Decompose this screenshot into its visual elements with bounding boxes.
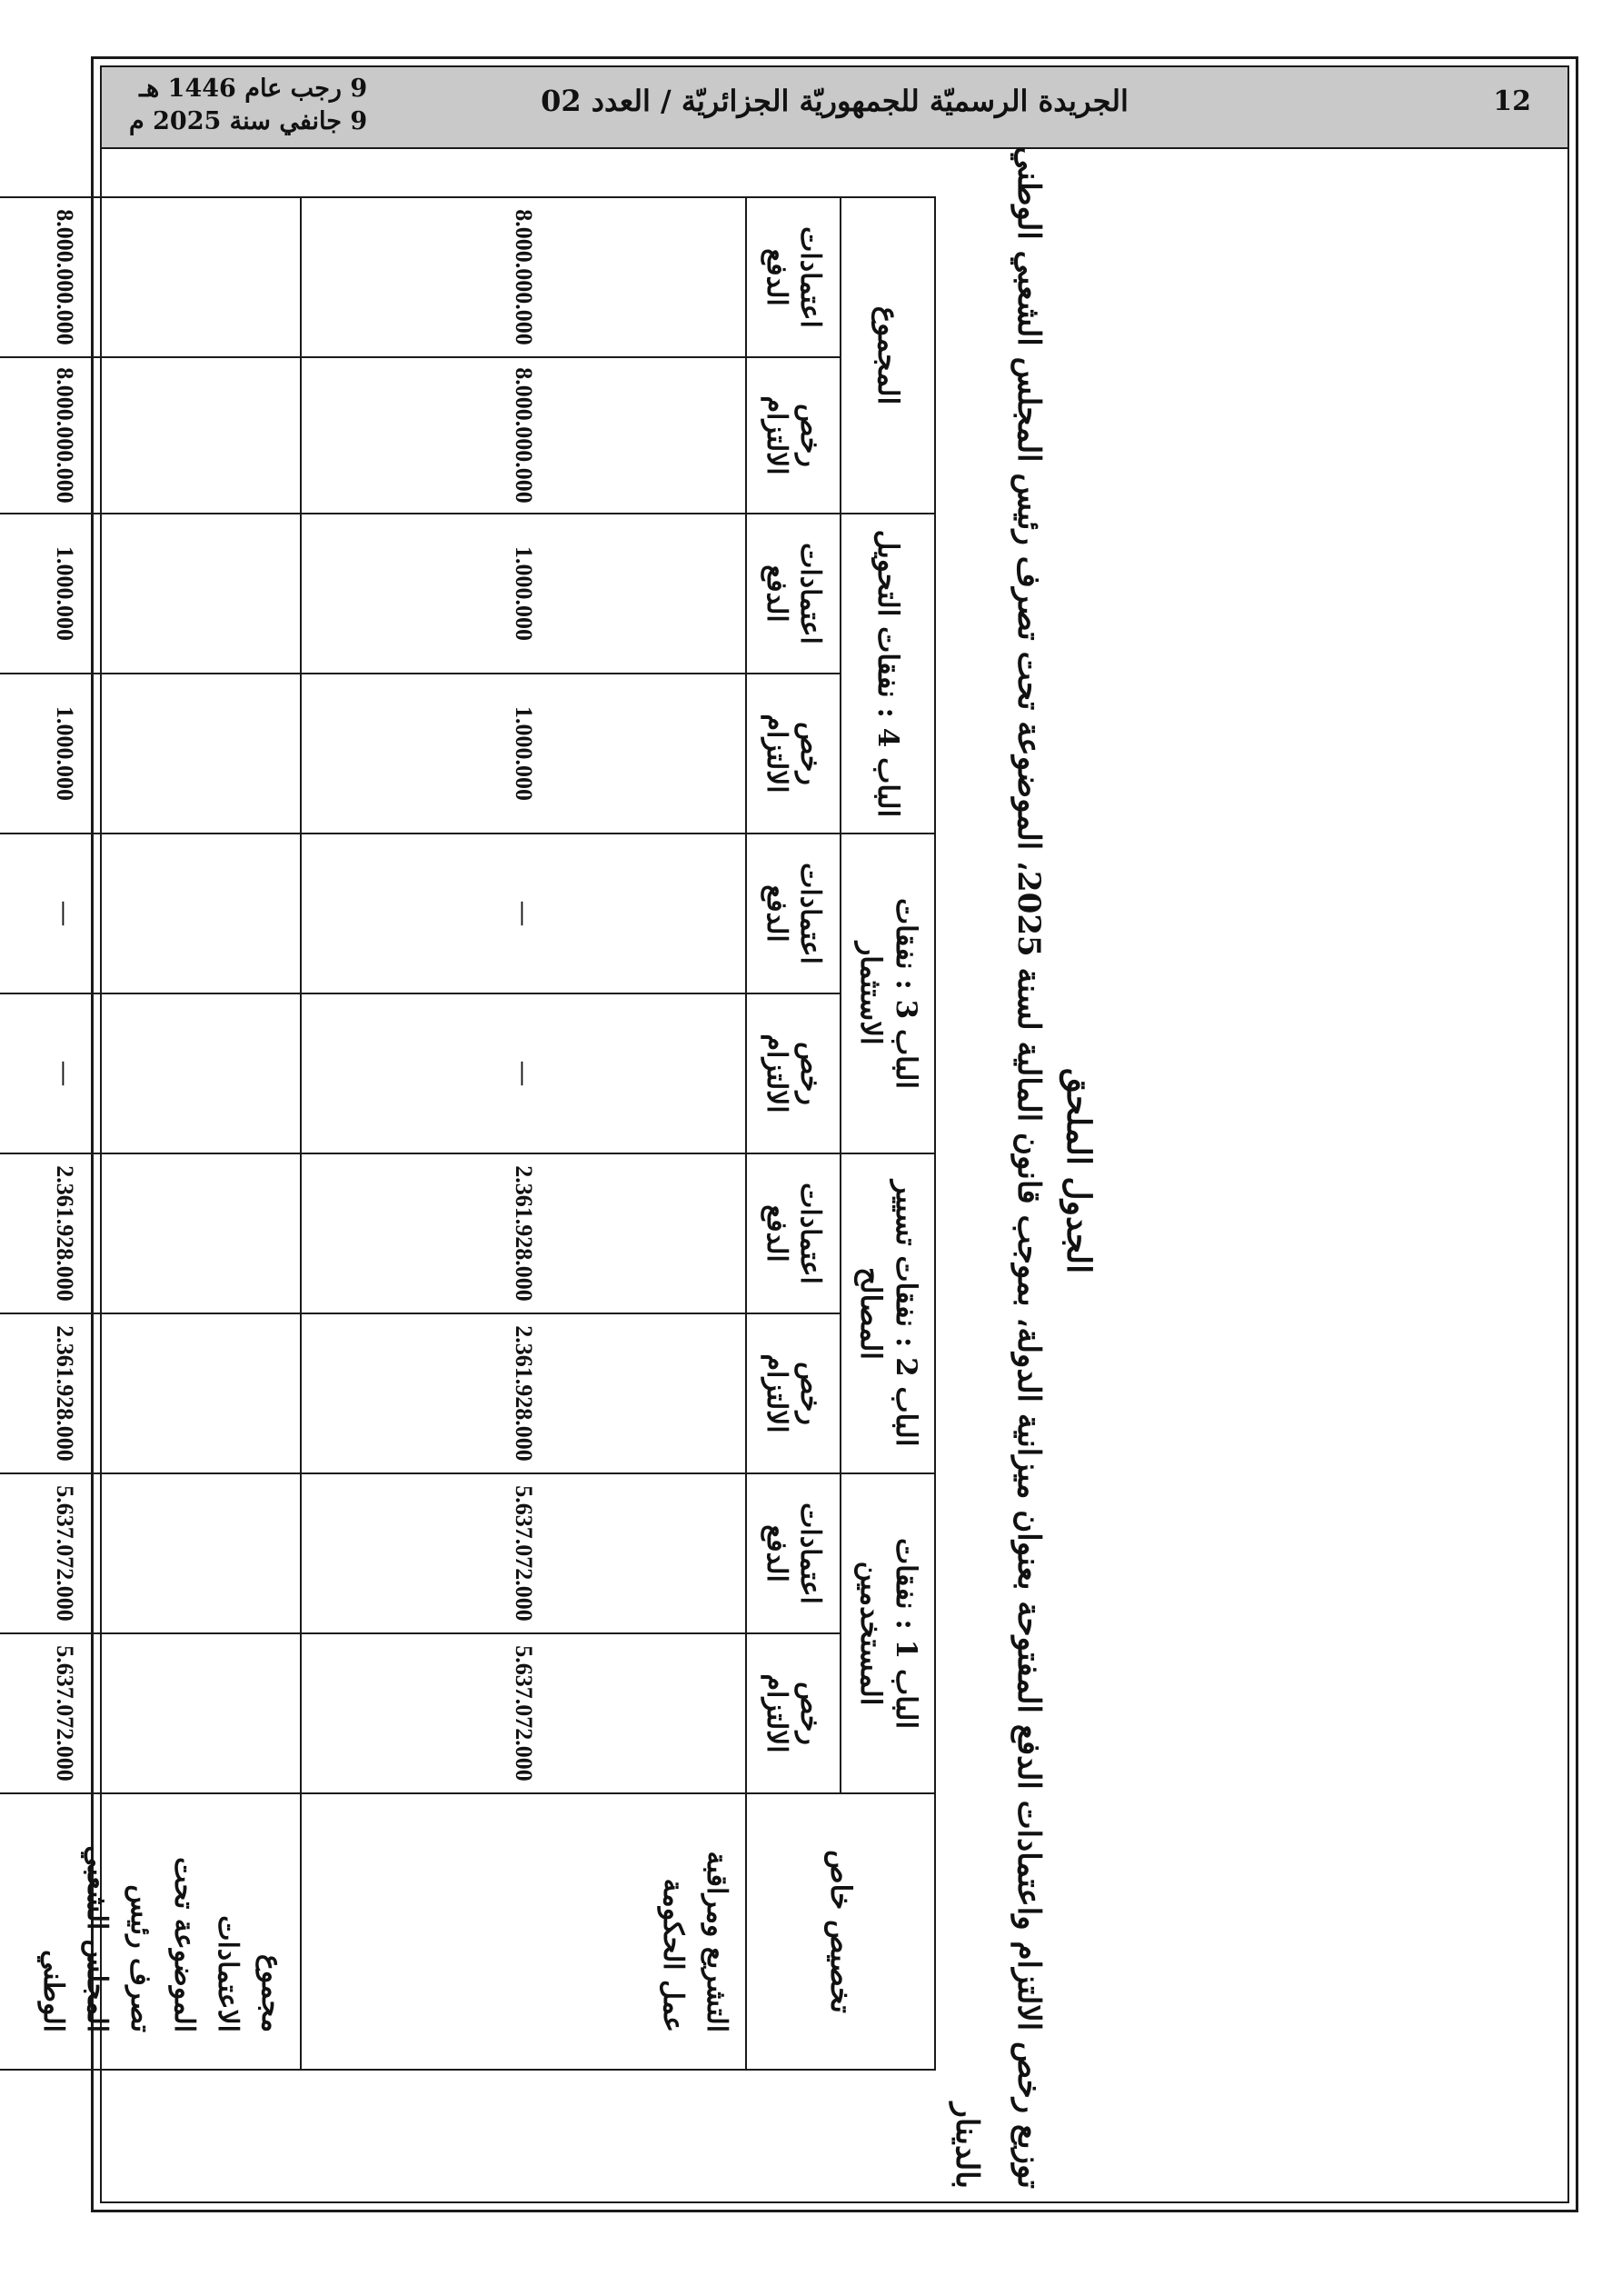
cell-total-commitment: 8.000.000.000 bbox=[0, 357, 301, 514]
subcol-t2-commitment: رخص الالتزام bbox=[746, 1313, 841, 1473]
cell-t4-commitment: 1.000.000 bbox=[301, 674, 746, 834]
col-title3: الباب 3 : نفقات الاستثمار bbox=[841, 834, 935, 1153]
subcol-t2-payment: اعتمادات الدفع bbox=[746, 1153, 841, 1313]
date-gregorian: 9 جانفي سنة 2025 م bbox=[129, 107, 368, 135]
cell-t2-commitment: 2.361.928.000 bbox=[301, 1313, 746, 1473]
row-label: مجموع الاعتمادات الموضوعة تحت تصرف رئيس المجلس الشعبي الوطني bbox=[0, 1793, 301, 2070]
header-row-titles bbox=[841, 197, 935, 2070]
subcol-t4-commitment: رخص الالتزام bbox=[746, 674, 841, 834]
cell-t1-commitment: 5.637.072.000 bbox=[0, 1633, 301, 1793]
col-total: المجموع bbox=[841, 197, 935, 514]
table-row-total bbox=[0, 197, 301, 2070]
cell-t1-payment: 5.637.072.000 bbox=[0, 1473, 301, 1633]
cell-t3-payment: — bbox=[301, 834, 746, 993]
cell-t3-commitment: — bbox=[301, 993, 746, 1153]
cell-t2-payment: 2.361.928.000 bbox=[301, 1153, 746, 1313]
row-label: التشريع ومراقبة عمل الحكومة bbox=[301, 1793, 746, 2070]
col-title2: الباب 2 : نفقات تسيير المصالح bbox=[841, 1153, 935, 1473]
cell-t4-payment: 1.000.000 bbox=[0, 514, 301, 674]
journal-title: الجريدة الرسميّة للجمهوريّة الجزائريّة / العدد 02 bbox=[541, 84, 1129, 118]
subcol-t3-payment: اعتمادات الدفع bbox=[746, 834, 841, 993]
subcol-t4-payment: اعتمادات الدفع bbox=[746, 514, 841, 674]
col-special-allocation: تخصيص خاص bbox=[746, 1793, 935, 2070]
budget-table bbox=[0, 196, 936, 2071]
subcol-t3-commitment: رخص الالتزام bbox=[746, 993, 841, 1153]
col-title4: الباب 4 : نفقات التحويل bbox=[841, 514, 935, 834]
cell-t2-commitment: 2.361.928.000 bbox=[0, 1313, 301, 1473]
subcol-t1-payment: اعتمادات الدفع bbox=[746, 1473, 841, 1633]
subcol-t1-commitment: رخص الالتزام bbox=[746, 1633, 841, 1793]
page-number: 12 bbox=[1493, 85, 1531, 117]
cell-t3-payment: — bbox=[0, 834, 301, 993]
date-hijri: 9 رجب عام 1446 هـ bbox=[139, 75, 368, 103]
cell-t4-payment: 1.000.000 bbox=[301, 514, 746, 674]
subcol-total-commitment: رخص الالتزام bbox=[746, 357, 841, 514]
cell-total-commitment: 8.000.000.000 bbox=[301, 357, 746, 514]
cell-t4-commitment: 1.000.000 bbox=[0, 674, 301, 834]
annex-heading: الجدول الملحق bbox=[1060, 1067, 1098, 1274]
cell-t3-commitment: — bbox=[0, 993, 301, 1153]
subcol-total-payment: اعتمادات الدفع bbox=[746, 197, 841, 357]
page-header bbox=[102, 67, 1567, 149]
issue-dates bbox=[129, 73, 367, 138]
cell-total-payment: 8.000.000.000 bbox=[0, 197, 301, 357]
cell-total-payment: 8.000.000.000 bbox=[301, 197, 746, 357]
header-row-subcolumns bbox=[746, 197, 841, 2070]
cell-t1-commitment: 5.637.072.000 bbox=[301, 1633, 746, 1793]
cell-t2-payment: 2.361.928.000 bbox=[0, 1153, 301, 1313]
col-title1: الباب 1 : نفقات المستخدمين bbox=[841, 1473, 935, 1793]
table-row bbox=[301, 197, 746, 2070]
annex-content bbox=[37, 145, 1199, 2189]
annex-subtitle: توزيع رخص الالتزام واعتمادات الدفع المفتوحة بعنوان ميزانية الدولة، بموجب قانون المالية لسنة 2025، الموضوعة تحت تصرف رئيس المجلس الشعبي الوطني bbox=[1010, 145, 1047, 2189]
cell-t1-payment: 5.637.072.000 bbox=[301, 1473, 746, 1633]
currency-unit: بالدينار bbox=[949, 2102, 985, 2189]
